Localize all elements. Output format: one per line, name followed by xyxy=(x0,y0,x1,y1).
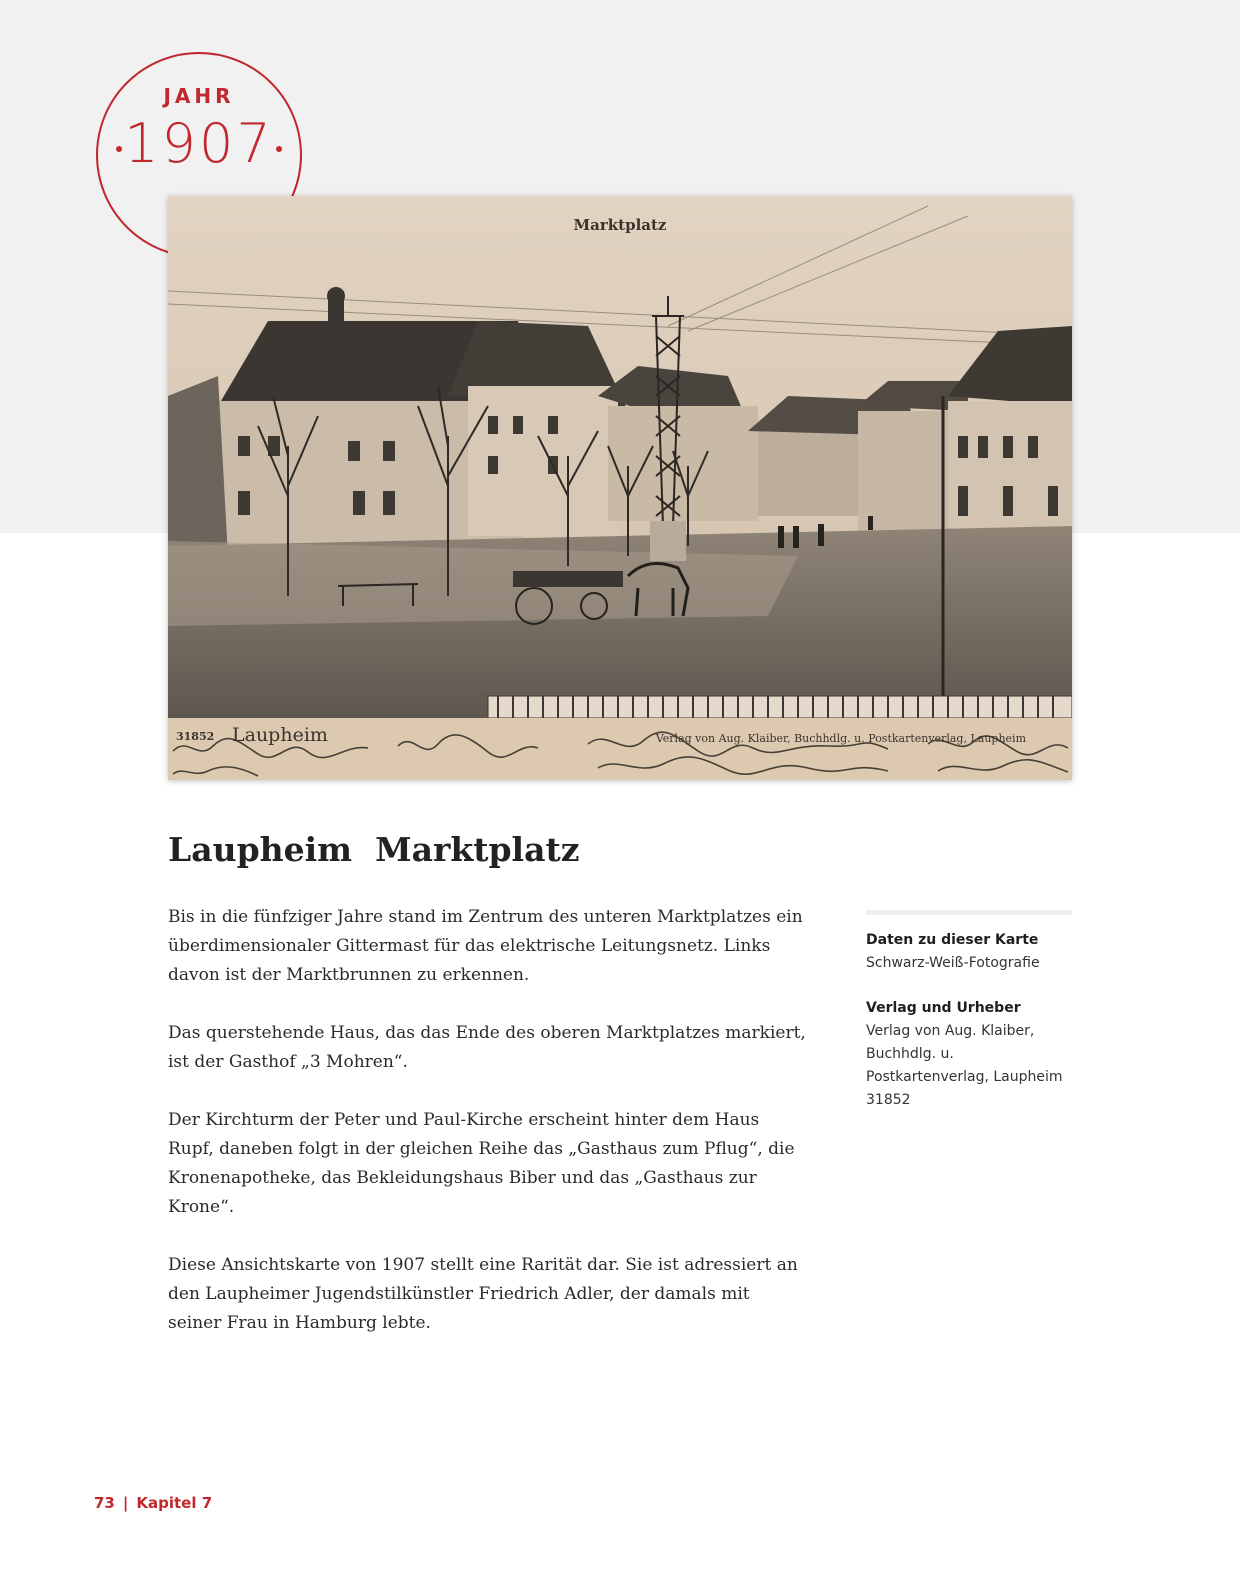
postcard-photo xyxy=(168,196,1072,780)
postcard-number: 31852 xyxy=(176,730,215,743)
article-paragraph: Das querstehende Haus, das das Ende des oberen Marktplatzes markiert, ist der Gasthof „3 Mohren“. xyxy=(168,1023,806,1072)
stamp-label: JAHR xyxy=(163,84,235,108)
card-info-sidebar xyxy=(866,910,1072,1134)
article-paragraph: Bis in die fünfziger Jahre stand im Zentrum des unteren Marktplatzes ein überdimensionaler Gittermast für das elektrische Leitungsnetz. Links davon ist der Marktbrunnen zu erkennen. xyxy=(168,907,803,985)
chapter-label: Kapitel 7 xyxy=(136,1494,213,1512)
page-number: 73 xyxy=(94,1494,115,1512)
page-footer xyxy=(94,1494,220,1512)
article-title: Laupheim Marktplatz xyxy=(168,830,580,869)
publisher-block xyxy=(866,997,1072,1112)
card-data-value: Schwarz-Weiß-Fotografie xyxy=(866,955,1040,971)
footer-separator: | xyxy=(122,1494,129,1512)
stamp-dot-left xyxy=(116,146,122,152)
publisher-value: Verlag von Aug. Klaiber, Buchhdlg. u. Postkartenverlag, Laupheim 31852 xyxy=(866,1023,1063,1108)
stamp-dot-right xyxy=(276,146,282,152)
article-paragraph: Der Kirchturm der Peter und Paul-Kirche erscheint hinter dem Haus Rupf, daneben folgt in der gleichen Reihe das „Gasthaus zum Pflug“, die Kronenapotheke, das Bekleidungshaus Biber und das „Gasthaus zur Krone“. xyxy=(168,1110,795,1217)
card-data-label: Daten zu dieser Karte xyxy=(866,932,1039,948)
publisher-label: Verlag und Urheber xyxy=(866,1000,1021,1016)
historic-postcard-image xyxy=(168,196,1072,780)
article-body xyxy=(168,903,808,1367)
postcard-title: Marktplatz xyxy=(573,216,667,234)
postcard-town: Laupheim xyxy=(232,724,328,746)
card-data-block xyxy=(866,929,1072,975)
article-paragraph: Diese Ansichtskarte von 1907 stellt eine Rarität dar. Sie ist adressiert an den Laupheimer Jugendstilkünstler Friedrich Adler, der damals mit seiner Frau in Hamburg lebte. xyxy=(168,1255,798,1333)
postcard-publisher: Verlag von Aug. Klaiber, Buchhdlg. u. Postkartenverlag, Laupheim xyxy=(655,732,1026,745)
stamp-year: 1907 xyxy=(124,112,274,175)
